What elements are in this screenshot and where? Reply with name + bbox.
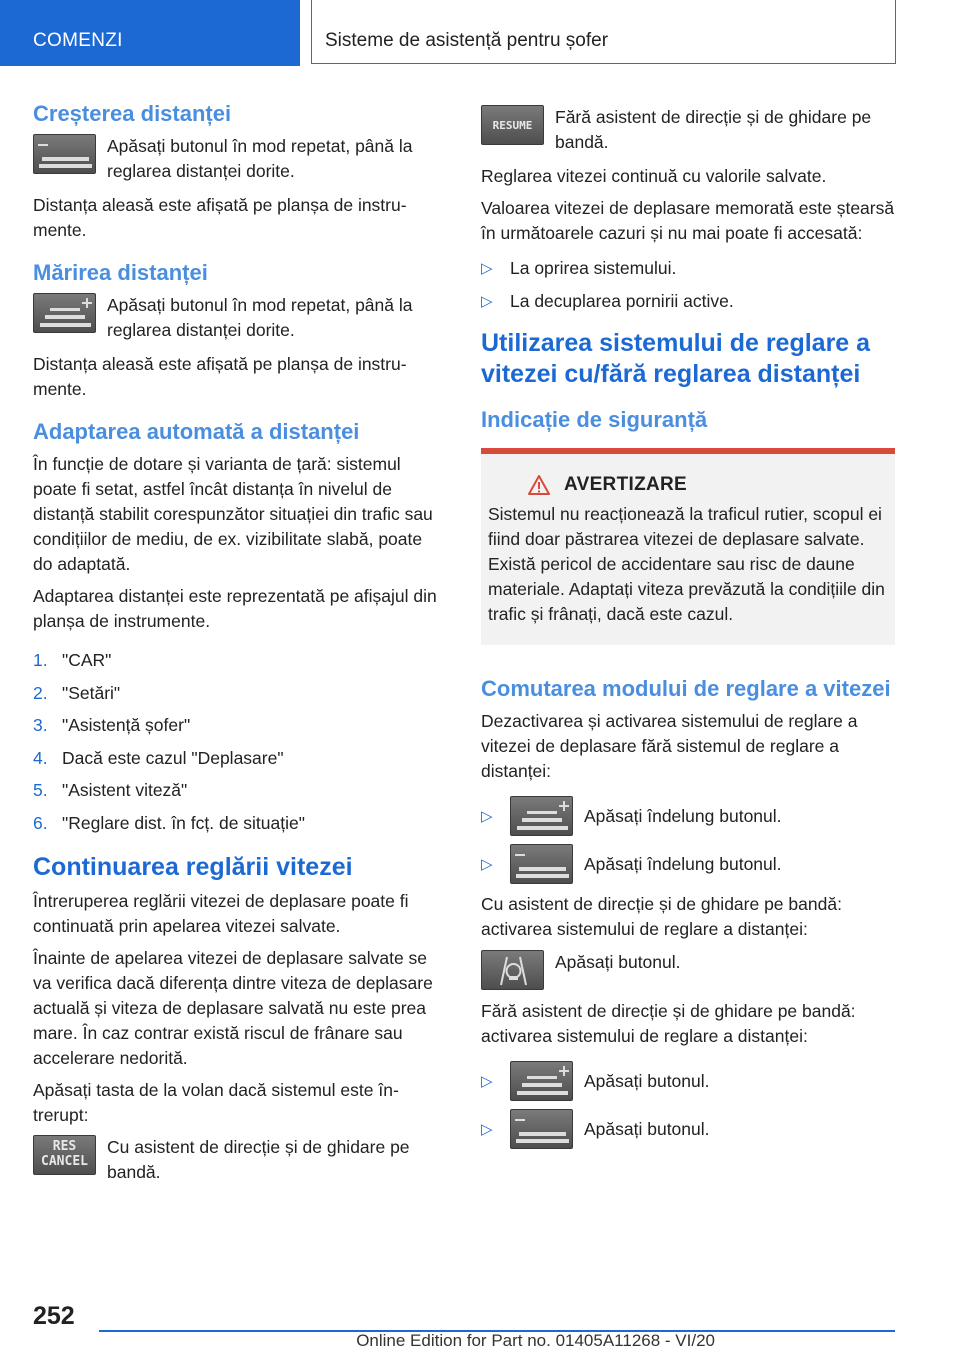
edition-text: Online Edition for Part no. 01405A11268 - VI/20	[356, 1331, 715, 1350]
resume-para-1: Reglarea vitezei continuă cu valorile salvate.	[481, 166, 827, 186]
list-item: 6. "Reglare dist. în fcț. de situație"	[33, 812, 305, 833]
distance-decrease-button-icon	[33, 134, 96, 174]
warning-text: Sistemul nu reacționează la traficul rutier, scopul ei fiind doar păstrarea vitezei de deplasare salvate. Există pericol de accidentare sau risc de daune materiale. Adaptați viteza prevăzută la condițiile din trafic și frânați, dacă este cazul.	[488, 504, 885, 624]
chapter-title: Sisteme de asistență pentru șofer	[325, 30, 609, 51]
list-item: 1. "CAR"	[33, 650, 112, 670]
distance-increase-button-icon	[510, 796, 573, 836]
resume-row	[481, 105, 895, 155]
heading-increase-distance: Creșterea distanței	[33, 101, 232, 126]
continue-para-3: Apăsați tasta de la volan dacă sistemul este întrerupt:	[33, 1079, 399, 1125]
res-cancel-row	[33, 1135, 443, 1185]
continue-para-1: Întreruperea reglării vitezei de deplasare poate fi continuată prin apelarea vitezei salvate.	[33, 890, 409, 936]
enlarge-distance-row	[33, 293, 443, 343]
res-cancel-text: Cu asistent de direcție și de ghidare pe bandă.	[107, 1136, 410, 1182]
list-item: 5. "Asistent viteză"	[33, 780, 188, 801]
triangle-bullet-icon: ▷	[481, 293, 493, 310]
list-item: ▷ La decuplarea pornirii active.	[481, 289, 895, 314]
list-item: ▷ La oprirea sistemului.	[481, 256, 895, 281]
enlarge-distance-para: Distanța aleasă este afișată pe planșa de instrumente.	[33, 354, 407, 399]
heading-switch-mode: Comutarea modului de reglare a vitezei	[481, 676, 891, 701]
res-cancel-button-icon: RES CANCEL	[33, 1135, 96, 1175]
triangle-bullet-icon: ▷	[481, 1072, 493, 1090]
triangle-bullet-icon: ▷	[481, 1120, 493, 1138]
activate-list	[481, 1061, 895, 1149]
heading-continue-speed: Continuarea reglării vitezei	[33, 852, 353, 881]
triangle-bullet-icon: ▷	[481, 260, 493, 277]
distance-increase-button-icon	[510, 1061, 573, 1101]
list-item: ▷ Apăsați îndelung butonul.	[481, 844, 895, 884]
steering-assist-row	[481, 950, 895, 990]
increase-distance-text: Apăsați butonul în mod repetat, până la reglarea distanței dorite.	[107, 136, 413, 181]
section-tab	[0, 0, 300, 66]
page-footer	[0, 1290, 960, 1362]
warning-triangle-icon	[528, 475, 550, 495]
chapter-box	[311, 0, 896, 64]
resume-button-icon: RESUME	[481, 105, 544, 145]
auto-distance-para-2: Adaptarea distanței este reprezentată pe afișajul din planșa de instrumente.	[33, 586, 437, 631]
warning-box	[481, 448, 895, 645]
cases-list	[481, 256, 895, 314]
warning-title-row	[528, 474, 887, 496]
auto-distance-para-1: În funcție de dotare și varianta de țară: sistemul poate fi setat, astfel încât distanța în nivelul de distanță stabilit corespunzător situației din trafic sau condițiilor de mediu, de ex. vizibilitate slabă, poate do adaptată.	[33, 454, 433, 574]
triangle-bullet-icon: ▷	[481, 807, 493, 825]
without-assist-para: Fără asistent de direcție și de ghidare pe bandă: activarea sistemului de reglare a distanței:	[481, 1001, 856, 1046]
distance-decrease-button-icon	[510, 1109, 573, 1149]
distance-increase-button-icon	[33, 293, 96, 333]
triangle-bullet-icon: ▷	[481, 855, 493, 873]
steering-assist-text: Apăsați butonul.	[555, 952, 681, 972]
list-item: ▷ Apăsați butonul.	[481, 1109, 895, 1149]
with-assist-para: Cu asistent de direcție și de ghidare pe bandă: activarea sistemului de reglare a distanței:	[481, 894, 842, 939]
continue-para-2: Înainte de apelarea vitezei de deplasare salvate se va verifica dacă diferența dintre viteza de deplasare actuală și viteza de deplasare salvată nu este prea mare. În caz contrar există riscul de frânare sau accelerare nedorită.	[33, 947, 433, 1068]
left-column	[33, 100, 443, 1194]
settings-steps-list	[33, 648, 443, 836]
list-item: 4. Dacă este cazul "Deplasare"	[33, 747, 284, 768]
heading-auto-distance: Adaptarea automată a distanței	[33, 419, 360, 444]
warning-title: AVERTIZARE	[564, 474, 687, 495]
enlarge-distance-text: Apăsați butonul în mod repetat, până la reglarea distanței dorite.	[107, 295, 413, 340]
switch-list	[481, 796, 895, 884]
list-item: ▷ Apăsați butonul.	[481, 1061, 895, 1101]
steering-assist-button-icon	[481, 950, 544, 990]
distance-decrease-button-icon	[510, 844, 573, 884]
heading-enlarge-distance: Mărirea distanței	[33, 260, 208, 285]
heading-usage: Utilizarea sistemului de reglare a vitezei cu/fără reglarea distanței	[481, 329, 871, 388]
increase-distance-row	[33, 134, 443, 184]
list-item: 3. "Asistență șofer"	[33, 715, 191, 736]
increase-distance-para: Distanța aleasă este afișată pe planșa de instrumente.	[33, 195, 407, 240]
resume-para-2: Valoarea vitezei de deplasare memorată este ștearsă în următoarele cazuri și nu mai poate fi accesată:	[481, 198, 895, 243]
page-number: 252	[33, 1302, 75, 1330]
list-item: 2. "Setări"	[33, 682, 121, 703]
page-header	[0, 0, 960, 66]
section-title: COMENZI	[33, 30, 123, 51]
right-column	[481, 105, 895, 1157]
switch-para: Dezactivarea și activarea sistemului de reglare a vitezei de deplasare fără sistemul de reglare a distanței:	[481, 711, 858, 781]
resume-text: Fără asistent de direcție și de ghidare pe bandă.	[555, 107, 872, 152]
heading-safety: Indicație de siguranță	[481, 407, 708, 432]
list-item: ▷ Apăsați îndelung butonul.	[481, 796, 895, 836]
